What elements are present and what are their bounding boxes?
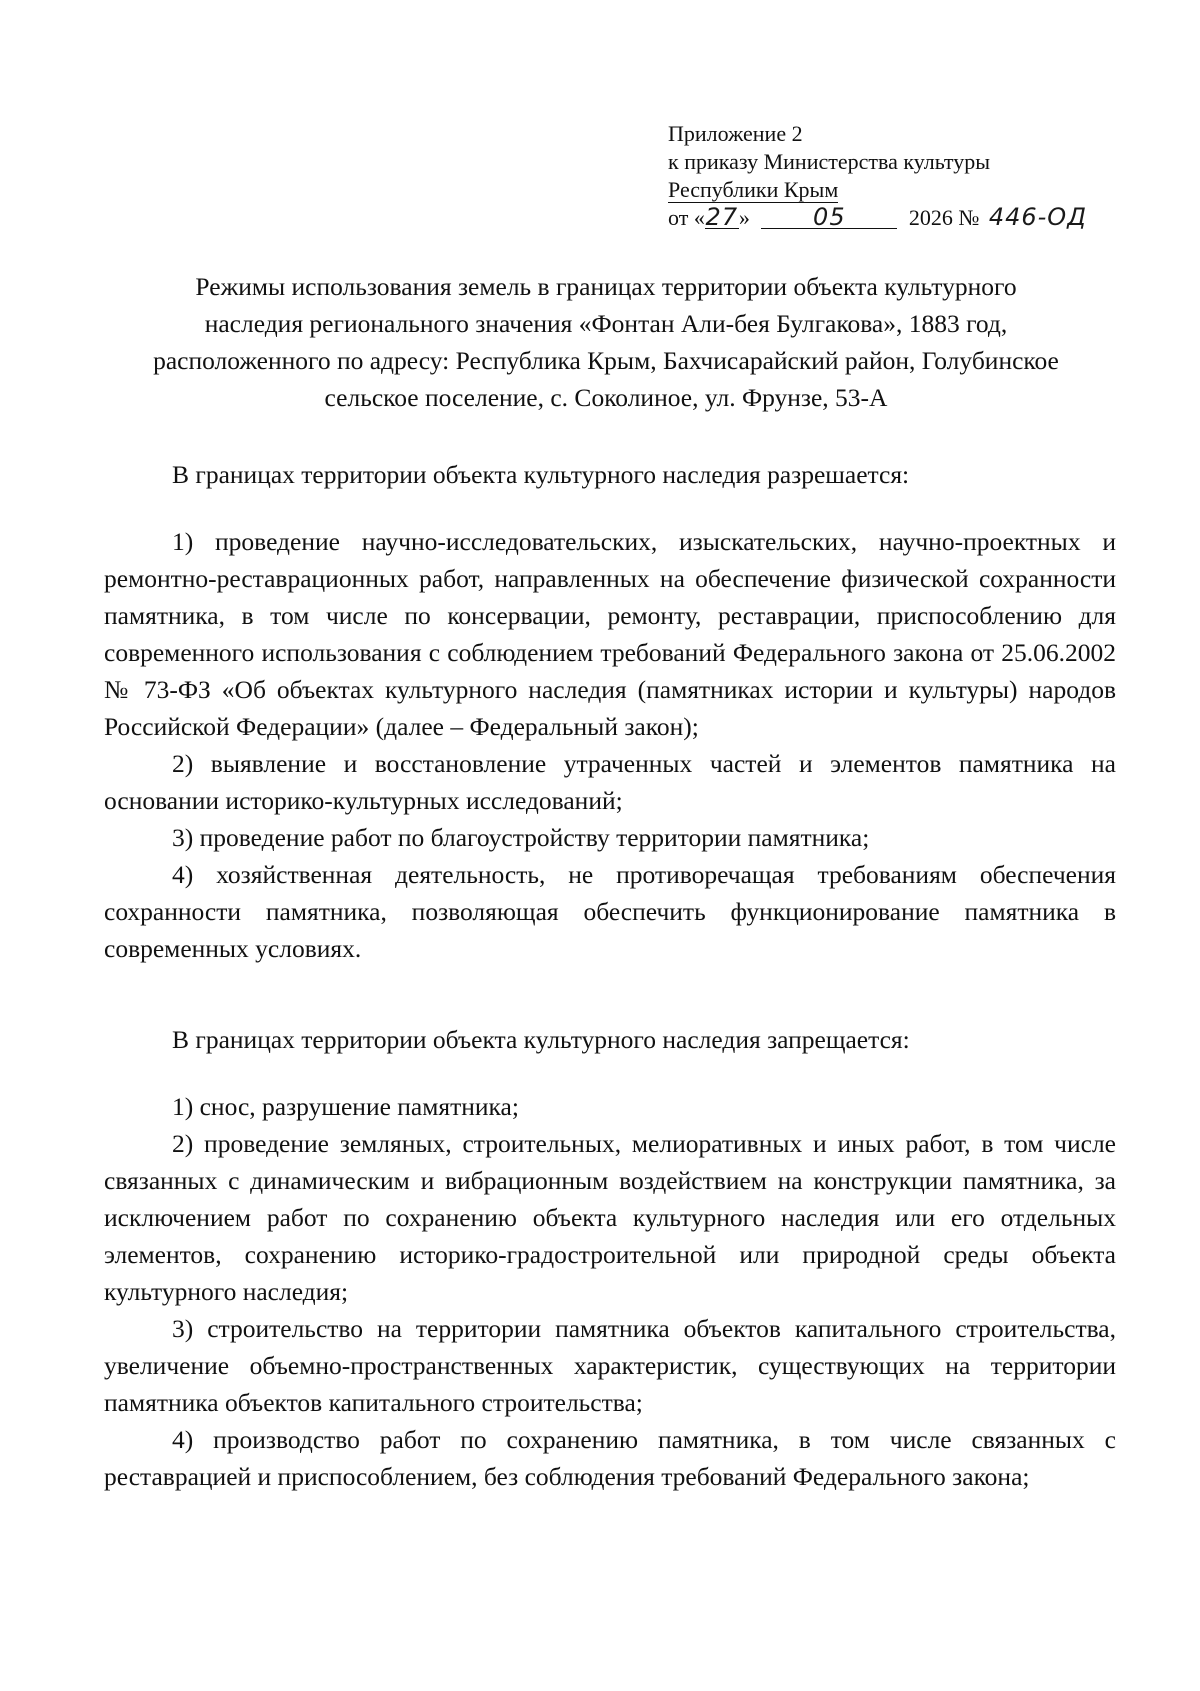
handwritten-month: 05 [761, 206, 897, 229]
title-line-4: сельское поселение, с. Соколиное, ул. Фрунзе, 53-А [324, 383, 888, 412]
prohibited-item-3: 3) строительство на территории памятника объектов капитального строительства, увеличение объемно-пространственных характеристик, существующих на территории памятника объектов капитального строительства; [104, 1314, 1116, 1417]
prohibited-item-2: 2) проведение земляных, строительных, мелиоративных и иных работ, в том числе связанных с динамическим и вибрационным воздействием на конструкции памятника, за исключением работ по сохранению объекта культурного наследия или его отдельных элементов, сохранению историко-градостроительной или природной среды объекта культурного наследия; [104, 1129, 1116, 1306]
order-year-label: 2026 № [908, 205, 980, 230]
prohibited-item-1: 1) снос, разрушение памятника; [172, 1092, 519, 1121]
permitted-item-2: 2) выявление и восстановление утраченных частей и элементов памятника на основании историко-культурных исследований; [104, 749, 1116, 815]
prohibited-item-4: 4) производство работ по сохранению памятника, в том числе связанных с реставрацией и приспособлением, без соблюдения требований Федерального закона; [104, 1425, 1116, 1491]
title-line-3: расположенного по адресу: Республика Крым, Бахчисарайский район, Голубинское [153, 346, 1059, 375]
title-line-2: наследия регионального значения «Фонтан Али-бея Булгакова», 1883 год, [204, 309, 1008, 338]
date-day-suffix: » [738, 205, 750, 230]
appendix-line-3-text: Республики Крым [668, 177, 839, 202]
permitted-item-3: 3) проведение работ по благоустройству территории памятника; [172, 823, 870, 852]
title-line-1: Режимы использования земель в границах территории объекта культурного [195, 272, 1017, 301]
order-date-line [668, 204, 1138, 232]
handwritten-order-number: 446-ОД [988, 203, 1087, 231]
appendix-line-2: к приказу Министерства культуры [668, 149, 991, 174]
appendix-line-1: Приложение 2 [668, 121, 803, 146]
date-prefix: от « [668, 205, 705, 230]
document-title [96, 268, 1116, 416]
permitted-heading: В границах территории объекта культурного наследия разрешается: [172, 460, 910, 489]
prohibited-heading: В границах территории объекта культурного наследия запрещается: [172, 1025, 910, 1054]
handwritten-day: 27 [705, 203, 739, 231]
appendix-header [668, 120, 1138, 232]
appendix-line-3 [668, 176, 1138, 204]
document-body [104, 456, 1116, 1495]
permitted-item-4: 4) хозяйственная деятельность, не противоречащая требованиям обеспечения сохранности памятника, позволяющая обеспечить функционирование памятника в современных условиях. [104, 860, 1116, 963]
permitted-item-1: 1) проведение научно-исследовательских, изыскательских, научно-проектных и ремонтно-реставрационных работ, направленных на обеспечение физической сохранности памятника, в том числе по консервации, ремонту, реставрации, приспособлению для современного использования с соблюдением требований Федерального закона от 25.06.2002 № 73-ФЗ «Об объектах культурного наследия (памятниках истории и культуры) народов Российской Федерации» (далее – Федеральный закон); [104, 527, 1116, 741]
